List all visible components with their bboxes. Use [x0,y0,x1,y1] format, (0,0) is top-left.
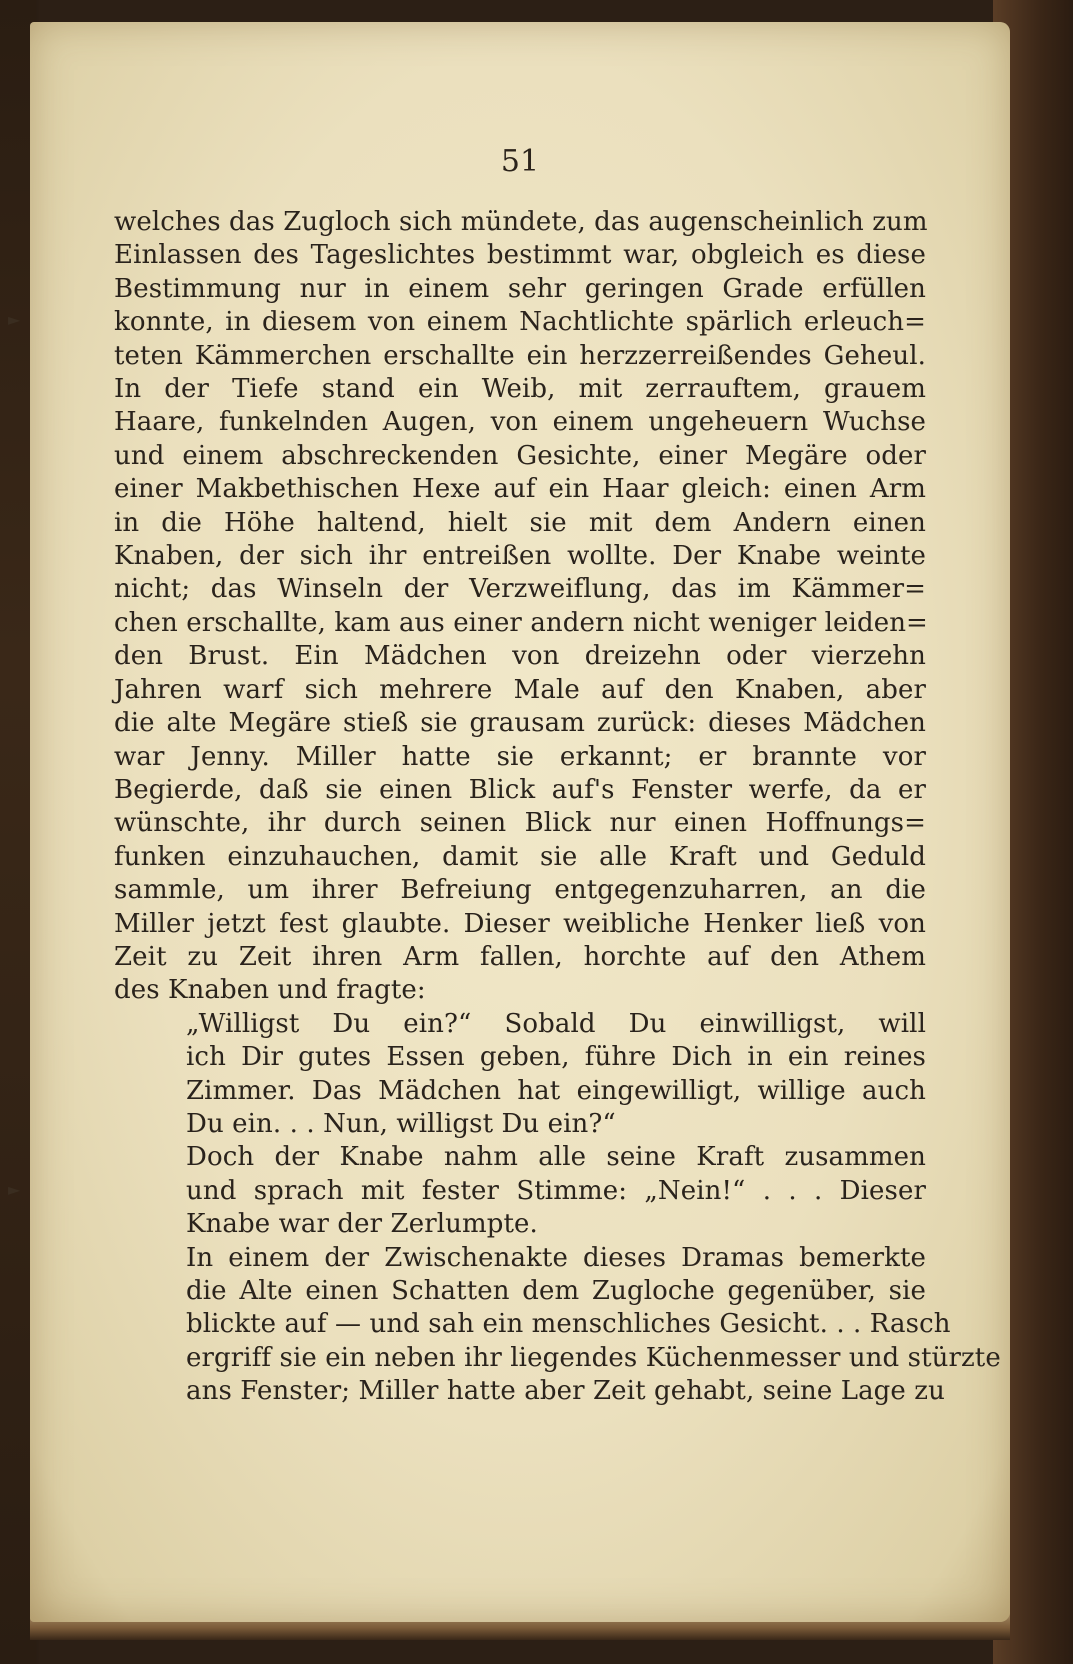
text-line: Miller jetzt fest glaubte. Dieser weibliche Henker ließ von [114,908,926,939]
text-line: Haare, funkelnden Augen, von einem ungeheuern Wuchse [114,407,926,438]
text-line: Einlassen des Tageslichtes bestimmt war, obgleich es diese [114,240,926,271]
text-line: Knaben, der sich ihr entreißen wollte. Der Knabe weinte [114,541,926,572]
text-line: Zimmer. Das Mädchen hat eingewilligt, willige auch [186,1075,926,1106]
paragraph-4 [114,1242,1001,1409]
text-line: Bestimmung nur in einem sehr geringen Grade erfüllen [114,273,926,304]
text-line: die Alte einen Schatten dem Zugloche gegenüber, sie [186,1276,926,1306]
text-line: die alte Megäre stieß sie grausam zurück: dieses Mädchen [114,708,926,739]
text-line: war Jenny. Miller hatte sie erkannt; er brannte vor [114,741,926,772]
text-line: nicht; das Winseln der Verzweiflung, das im Kämmer= [114,574,926,605]
body-text [114,206,1001,1409]
text-line: teten Kämmerchen erschallte ein herzzerreißendes Geheul. [114,340,926,371]
text-line: konnte, in diesem von einem Nachtlichte spärlich erleuch= [114,307,926,338]
text-line: chen erschallte, kam aus einer andern nicht weniger leiden= [114,607,928,638]
text-line: blickte auf — und sah ein menschliches Gesicht. . . Rasch [186,1309,951,1340]
text-line: Du ein. . . Nun, willigst Du ein?“ [186,1108,616,1139]
text-line: ans Fenster; Miller hatte aber Zeit gehabt, seine Lage zu [186,1376,945,1407]
text-line: in die Höhe haltend, hielt sie mit dem Andern einen [114,507,926,538]
paragraph-3 [114,1141,926,1241]
text-line: sammle, um ihrer Befreiung entgegenzuharren, an die [114,875,926,906]
text-line: des Knaben und fragte: [114,975,426,1006]
text-line: Begierde, daß sie einen Blick auf's Fenster werfe, da er [114,774,926,805]
paragraph-1 [114,206,926,1008]
text-line: In einem der Zwischenakte dieses Dramas bemerkte [186,1242,926,1273]
text-line: ich Dir gutes Essen geben, führe Dich in ein reines [186,1042,926,1073]
paragraph-2 [114,1008,926,1142]
text-line: „Willigst Du ein?“ Sobald Du einwilligst, will [186,1008,926,1039]
text-line: und sprach mit fester Stimme: „Nein!“ . . . Dieser [186,1175,926,1206]
text-line: den Brust. Ein Mädchen von dreizehn oder vierzehn [114,641,926,672]
book-page [30,22,1010,1622]
text-line: Doch der Knabe nahm alle seine Kraft zusammen [186,1142,926,1173]
text-line: Zeit zu Zeit ihren Arm fallen, horchte auf den Athem [114,941,926,972]
text-line: funken einzuhauchen, damit sie alle Kraft und Geduld [114,841,926,872]
text-line: In der Tiefe stand ein Weib, mit zerrauftem, grauem [114,374,926,405]
text-line: ergriff sie ein neben ihr liegendes Küchenmesser und stürzte [186,1342,1001,1373]
text-line: wünschte, ihr durch seinen Blick nur einen Hoffnungs= [114,808,926,839]
margin-arrow-icon: ► [8,1180,21,1199]
page-number: 51 [500,144,540,179]
text-line: einer Makbethischen Hexe auf ein Haar gleich: einen Arm [114,474,926,505]
text-line: welches das Zugloch sich mündete, das augenscheinlich zum [114,207,928,237]
text-line: Knabe war der Zerlumpte. [186,1209,538,1240]
text-line: Jahren warf sich mehrere Male auf den Knaben, aber [114,674,926,705]
margin-arrow-icon: ► [8,310,21,329]
text-line: und einem abschreckenden Gesichte, einer Megäre oder [114,440,926,471]
